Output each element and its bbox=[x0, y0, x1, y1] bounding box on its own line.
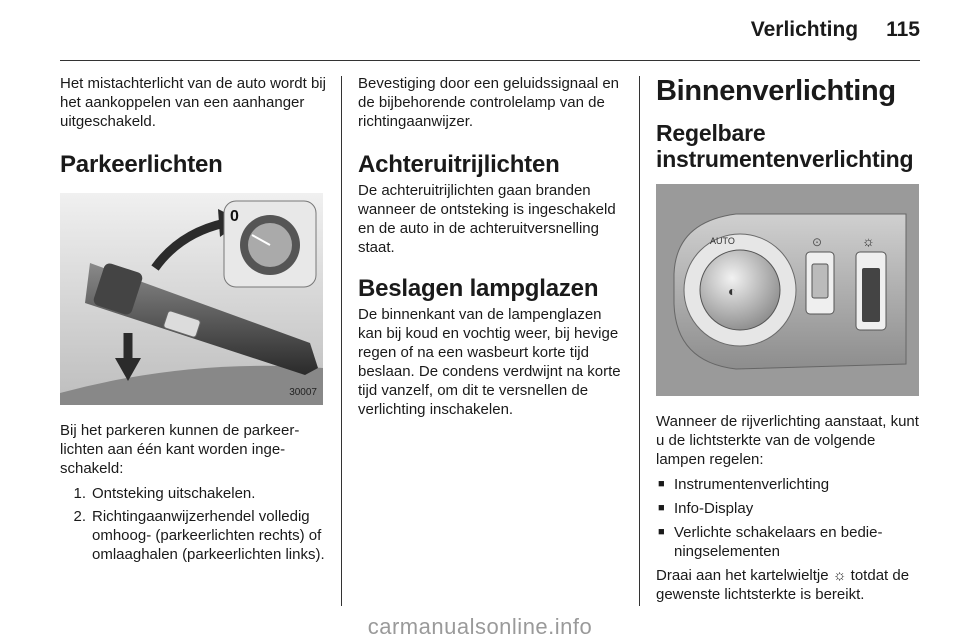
column-divider-2 bbox=[639, 76, 640, 606]
auto-label: AUTO bbox=[710, 236, 735, 246]
svg-text:⊙: ⊙ bbox=[812, 235, 823, 249]
stalk-illustration bbox=[60, 193, 323, 405]
page-number: 115 bbox=[886, 18, 920, 41]
heading-binnenverlichting: Binnenverlichting bbox=[656, 75, 896, 107]
column-2 bbox=[358, 74, 624, 419]
dimming-body: Wanneer de rijverlichting aanstaat, kunt u de lichtsterkte van de volgende lampen regelen: bbox=[656, 413, 919, 468]
heading-instrumentenverlichting: Regelbare instrumentenverlichting bbox=[656, 120, 914, 172]
reverse-lights-body: De achteruitrijlichten gaan branden wanneer de ontsteking is ingeschakeld en de auto in de achteruitversnelling staat. bbox=[358, 182, 616, 256]
section-title: Verlichting bbox=[750, 18, 859, 41]
svg-text:☼: ☼ bbox=[862, 233, 875, 249]
figure-number: 30007 bbox=[289, 387, 317, 398]
header-divider bbox=[60, 60, 920, 61]
list-item: 1. Ontsteking uitschakelen. bbox=[73, 485, 256, 502]
list-item: ■ Instrumentenverlichting bbox=[658, 476, 830, 493]
condensation-body: De binnenkant van de lampenglazen kan bij koud en vochtig weer, bij hevige regen of na een wasbeurt korte tijd beslaan. De condens verdwijnt na korte tijd vanzelf, om dit te versnellen de verlichting inschakelen. bbox=[358, 306, 621, 418]
parking-body: Bij het parkeren kunnen de parkeerlichten aan één kant worden ingeschakeld: bbox=[60, 422, 300, 477]
column-1 bbox=[60, 74, 326, 568]
list-item: ■ Info-Display bbox=[658, 500, 754, 517]
dimmable-lamps-list bbox=[656, 475, 922, 561]
intro-paragraph: Het mistachterlicht van de auto wordt bij het aankoppelen van een aanhanger uitgeschakeld. bbox=[60, 75, 326, 130]
steps-list bbox=[60, 484, 326, 564]
list-item: ■ Verlichte schakelaars en bedieningselementen bbox=[658, 524, 883, 560]
ignition-zero-label: 0 bbox=[230, 208, 239, 225]
confirmation-paragraph: Bevestiging door een geluidssignaal en de bijbehorende controlelamp van de richtingaanwijzer. bbox=[358, 75, 620, 130]
column-3 bbox=[656, 74, 922, 604]
heading-beslagen-lampglazen: Beslagen lampglazen bbox=[358, 275, 599, 302]
light-switch-illustration bbox=[656, 184, 919, 396]
svg-text:◐: ◐ bbox=[728, 283, 737, 299]
figure-turn-signal-stalk bbox=[60, 193, 323, 405]
column-divider-1 bbox=[341, 76, 342, 606]
page-header bbox=[751, 18, 920, 42]
list-item: 2. Richtingaanwijzerhendel volledig omhoog- (parkeerlichten rechts) of omlaaghalen (parkeerlichten links). bbox=[73, 508, 325, 563]
heading-parkeerlichten: Parkeerlichten bbox=[60, 151, 223, 178]
watermark: carmanualsonline.info bbox=[367, 614, 593, 639]
heading-achteruitrijlichten: Achteruitrijlichten bbox=[358, 151, 560, 178]
thumbwheel-instruction: Draai aan het kartelwieltje ☼ totdat de gewenste lichtsterkte is bereikt. bbox=[656, 567, 910, 603]
figure-light-switch-panel bbox=[656, 184, 919, 396]
